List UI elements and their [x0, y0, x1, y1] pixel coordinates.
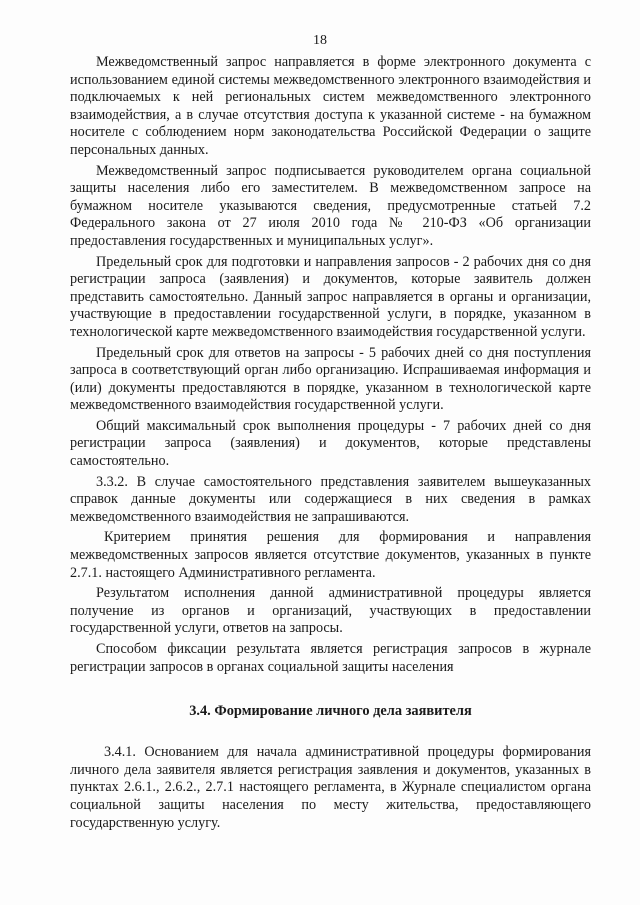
- paragraph-decision-criterion: Критерием принятия решения для формирования и направления межведомственных запросов является отсутствие документов, указанных в пункте 2.7.1. настоящего Административного регламента.: [70, 529, 591, 581]
- paragraph-result-fixation: Способом фиксации результата является регистрация запросов в журнале регистрации запросов в органах социальной защиты населения: [70, 641, 591, 675]
- section-heading: 3.4. Формирование личного дела заявителя: [189, 703, 472, 720]
- page-body: [70, 54, 591, 832]
- paragraph-3-4-1: 3.4.1. Основанием для начала административной процедуры формирования личного дела заявителя является регистрация заявления и документов, указанных в пунктах 2.6.1., 2.6.2., 2.7.1 настоящего регламента, в Журнале специалистом органа социальной защиты населения по месту жительства, предоставляющего государственную услугу.: [70, 744, 591, 831]
- paragraph-procedure-result: Результатом исполнения данной административной процедуры является получение из органов и организаций, участвующих в предоставлении государственной услуги, ответов на запросы.: [70, 585, 591, 637]
- paragraph-request-signature: Межведомственный запрос подписывается руководителем органа социальной защиты населения либо его заместителем. В межведомственном запросе на бумажном носителе указываются сведения, предусмотренные статьей 7.2 Федерального закона от 27 июля 2010 года № 210-ФЗ «Об организации предоставления государственных и муниципальных услуг».: [70, 162, 591, 249]
- paragraph-interagency-request-form: Межведомственный запрос направляется в форме электронного документа с использованием единой системы межведомственного электронного взаимодействия и подключаемых к ней региональных систем межведомственного электронного взаимодействия, а в случае отсутствия доступа к указанной системе - на бумажном носителе с соблюдением норм законодательства Российской Федерации о защите персональных данных.: [70, 54, 591, 158]
- page-number: 18: [313, 33, 327, 48]
- paragraph-response-deadline: Предельный срок для ответов на запросы - 5 рабочих дней со дня поступления запроса в соответствующий орган либо организацию. Испрашиваемая информация и (или) документы предоставляются в порядке, указанном в технологической карте межведомственного взаимодействия государственной услуги.: [70, 344, 591, 414]
- paragraph-3-3-2: 3.3.2. В случае самостоятельного представления заявителем вышеуказанных справок данные документы или содержащиеся в них сведения в рамках межведомственного взаимодействия не запрашиваются.: [70, 473, 591, 525]
- paragraph-total-deadline: Общий максимальный срок выполнения процедуры - 7 рабочих дней со дня регистрации запроса (заявления) и документов, которые представлены самостоятельно.: [70, 417, 591, 470]
- paragraph-preparation-deadline: Предельный срок для подготовки и направления запросов - 2 рабочих дня со дня регистрации запроса (заявления) и документов, которые заявитель должен представить самостоятельно. Данный запрос направляется в органы и организации, участвующие в предоставлении государственной услуги, в порядке, указанном в технологической карте межведомственного взаимодействия государственной услуги.: [70, 253, 591, 340]
